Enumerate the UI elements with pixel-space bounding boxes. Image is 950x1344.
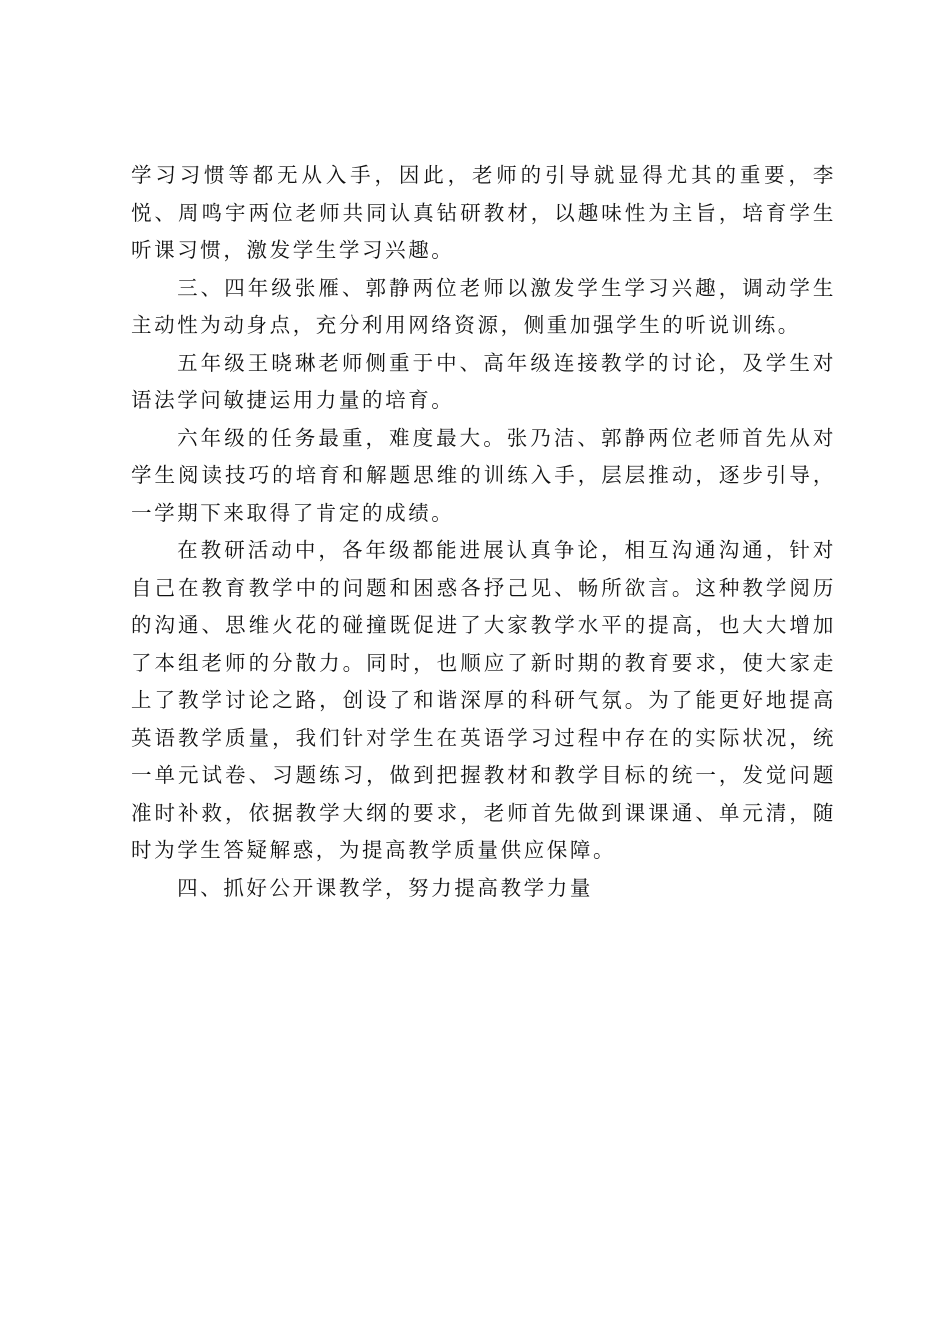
document-body bbox=[131, 157, 836, 907]
paragraph-grade-5: 五年级王晓琳老师侧重于中、高年级连接教学的讨论，及学生对语法学问敏捷运用力量的培育。 bbox=[131, 350, 836, 412]
paragraph-research-activities: 在教研活动中，各年级都能进展认真争论，相互沟通沟通，针对自己在教育教学中的问题和困惑各抒己见、畅所欲言。这种教学阅历的沟通、思维火花的碰撞既促进了大家教学水平的提高，也大大增加了本组老师的分散力。同时，也顺应了新时期的教育要求，使大家走上了教学讨论之路，创设了和谐深厚的科研气氛。为了能更好地提高英语教学质量，我们针对学生在英语学习过程中存在的实际状况，统一单元试卷、习题练习，做到把握教材和教学目标的统一，发觉问题准时补救，依据教学大纲的要求，老师首先做到课课通、单元清，随时为学生答疑解惑，为提高教学质量供应保障。 bbox=[131, 538, 836, 862]
paragraph-continuation: 学习习惯等都无从入手，因此，老师的引导就显得尤其的重要，李悦、周鸣宇两位老师共同认真钻研教材，以趣味性为主旨，培育学生听课习惯，激发学生学习兴趣。 bbox=[131, 163, 836, 262]
section-heading-public-lessons: 四、抓好公开课教学，努力提高教学力量 bbox=[177, 875, 593, 900]
paragraph-grade-6: 六年级的任务最重，难度最大。张乃洁、郭静两位老师首先从对学生阅读技巧的培育和解题思维的训练入手，层层推动，逐步引导，一学期下来取得了肯定的成绩。 bbox=[131, 425, 836, 525]
paragraph-grade-3-4: 三、四年级张雁、郭静两位老师以激发学生学习兴趣，调动学生主动性为动身点，充分利用网络资源，侧重加强学生的听说训练。 bbox=[131, 275, 836, 337]
